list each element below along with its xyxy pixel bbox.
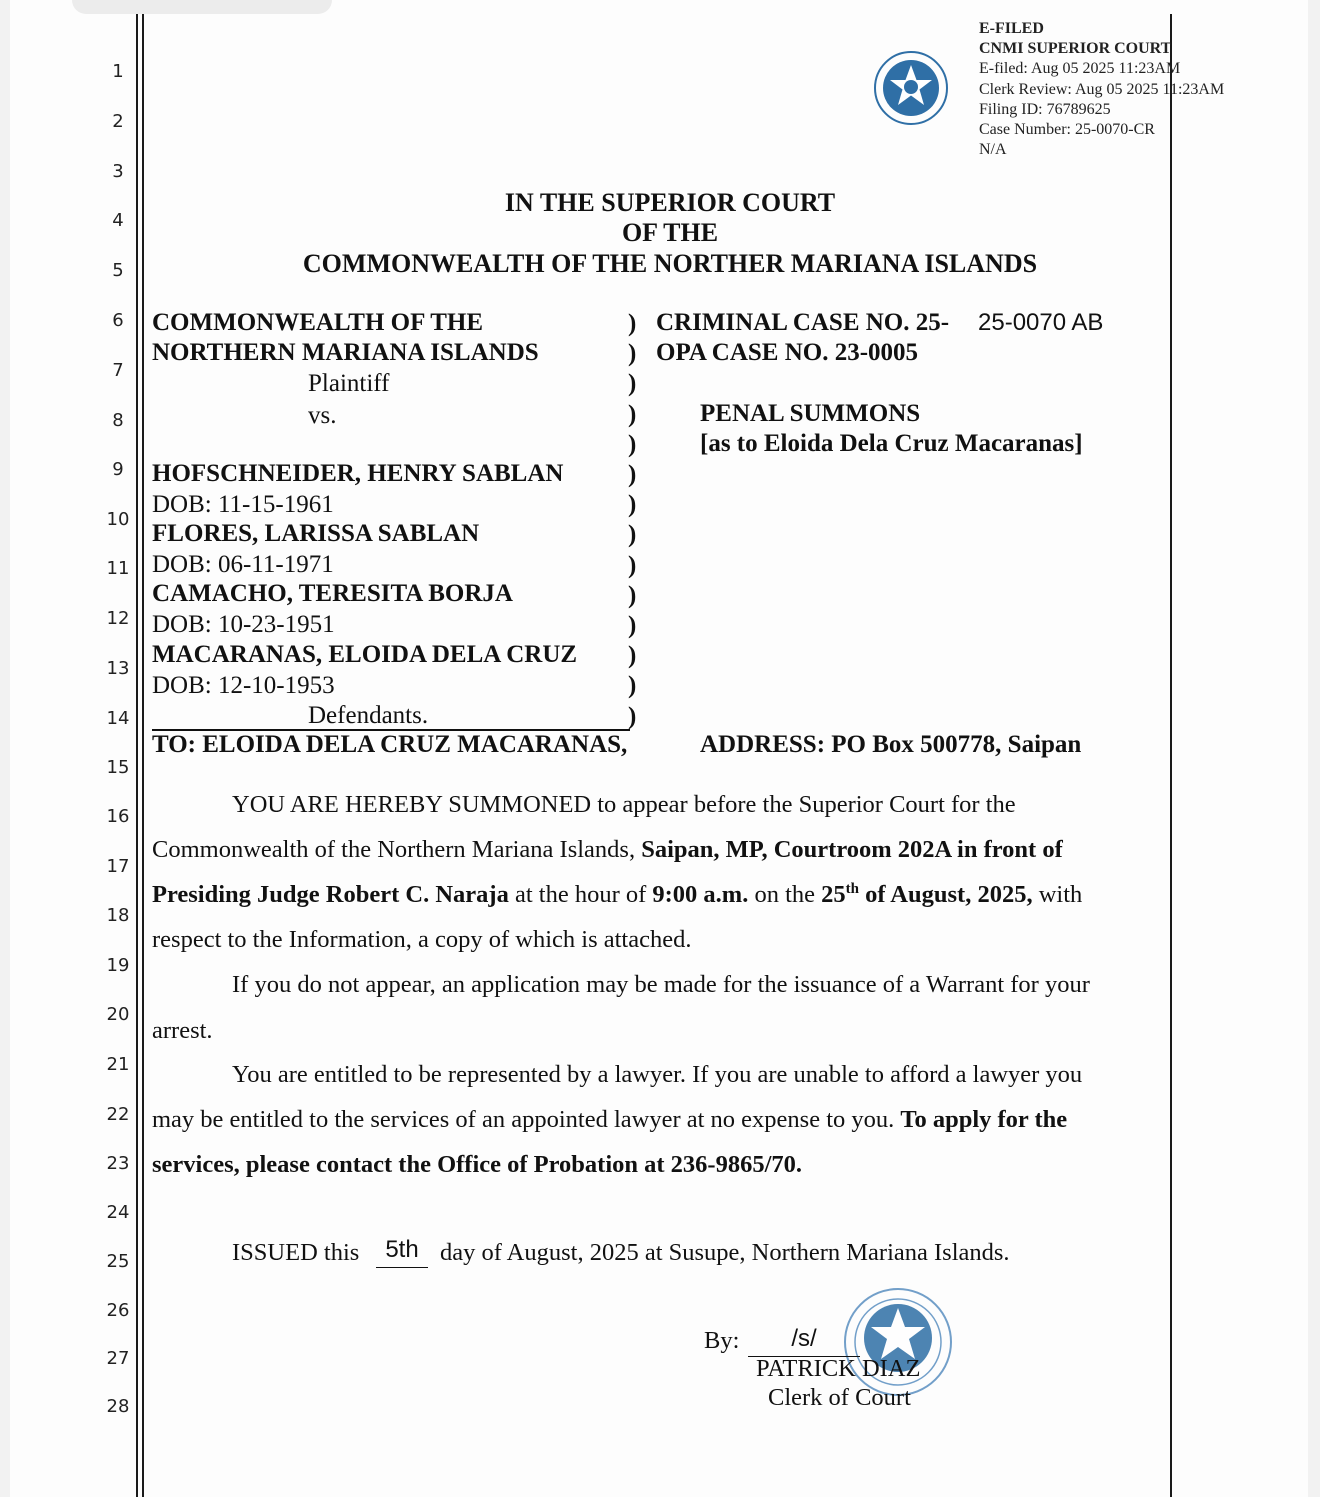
plaintiff-name-line1: COMMONWEALTH OF THE — [152, 309, 484, 336]
summons-text: on the — [748, 881, 822, 909]
summons-paragraph-line: YOU ARE HEREBY SUMMONED to appear before the Superior Court for the — [232, 791, 1016, 818]
line-number: 15 — [106, 757, 130, 778]
judge-name: Presiding Judge Robert C. Naraja — [152, 881, 509, 909]
caption-paren: ) — [628, 340, 637, 368]
hearing-day-suffix: th — [845, 881, 859, 897]
defendant-dob: DOB: 12-10-1953 — [152, 672, 335, 699]
issued-suffix: day of August, 2025 at Susupe, Northern Mariana Islands. — [440, 1239, 1010, 1266]
clerk-review-date: Clerk Review: Aug 05 2025 11:23AM — [979, 80, 1225, 98]
document-subtitle: [as to Eloida Dela Cruz Macaranas] — [700, 430, 1083, 457]
line-number: 24 — [106, 1202, 130, 1223]
line-number: 7 — [112, 360, 124, 381]
lawyer-paragraph-line — [152, 1106, 1067, 1134]
hearing-time: 9:00 a.m. — [652, 881, 749, 909]
caption-paren-column — [628, 309, 636, 732]
efile-court: CNMI SUPERIOR COURT — [979, 40, 1172, 58]
defendant-name: MACARANAS, ELOIDA DELA CRUZ — [152, 641, 578, 668]
line-number: 26 — [106, 1300, 130, 1321]
line-number: 27 — [106, 1348, 130, 1369]
defendant-name: HOFSCHNEIDER, HENRY SABLAN — [152, 460, 564, 487]
recipient-address: ADDRESS: PO Box 500778, Saipan — [700, 731, 1082, 758]
summons-text: with — [1032, 881, 1083, 909]
caption-paren: ) — [628, 430, 637, 458]
warrant-paragraph-line: If you do not appear, an application may be made for the issuance of a Warrant for your — [232, 971, 1090, 998]
caption-paren: ) — [628, 642, 637, 670]
plaintiff-label: Plaintiff — [308, 370, 390, 397]
line-number: 5 — [112, 260, 124, 281]
lawyer-paragraph-line: You are entitled to be represented by a lawyer. If you are unable to afford a lawyer you — [232, 1061, 1083, 1088]
lawyer-apply-text: To apply for the — [900, 1106, 1068, 1133]
caption-paren: ) — [628, 370, 637, 398]
line-number: 9 — [112, 459, 124, 480]
lawyer-text: may be entitled to the services of an appointed lawyer at no expense to you. — [152, 1106, 901, 1133]
line-number: 11 — [106, 558, 130, 579]
caption-paren: ) — [628, 521, 637, 549]
line-number: 28 — [106, 1396, 130, 1417]
court-seal-icon — [872, 49, 950, 127]
caption-paren: ) — [628, 551, 637, 579]
caption-paren: ) — [628, 672, 637, 700]
caption-paren: ) — [628, 612, 637, 640]
defendant-dob: DOB: 10-23-1951 — [152, 611, 335, 638]
efile-stamp — [979, 19, 1224, 160]
right-margin-rule — [1170, 14, 1172, 1497]
hearing-day: 25 — [821, 881, 846, 909]
filing-id: Filing ID: 76789625 — [979, 100, 1111, 118]
document-page — [10, 0, 1308, 1497]
defendant-dob: DOB: 06-11-1971 — [152, 551, 334, 578]
summons-paragraph-line — [152, 881, 1082, 909]
caption-paren: ) — [628, 400, 637, 428]
probation-contact-line: services, please contact the Office of Probation at 236-9865/70. — [152, 1151, 803, 1178]
opa-case-number: OPA CASE NO. 23-0005 — [656, 339, 919, 366]
defendant-dob: DOB: 11-15-1961 — [152, 491, 334, 518]
defendants-label: Defendants. — [308, 702, 429, 729]
line-number: 18 — [106, 905, 130, 926]
line-number: 14 — [106, 708, 130, 729]
left-margin-rule-outer — [136, 14, 138, 1497]
warrant-paragraph-line: arrest. — [152, 1017, 213, 1044]
caption-paren: ) — [628, 461, 637, 489]
document-title: PENAL SUMMONS — [700, 400, 921, 427]
courtroom-location: Saipan, MP, Courtroom 202A in front of — [641, 836, 1063, 863]
efile-header: E-FILED — [979, 20, 1044, 37]
case-number: Case Number: 25-0070-CR — [979, 121, 1155, 139]
line-number: 19 — [106, 955, 130, 976]
viewer-tab-edge — [72, 0, 332, 14]
criminal-case-number: 25-0070 AB — [978, 309, 1104, 336]
defendant-name: CAMACHO, TERESITA BORJA — [152, 580, 513, 607]
line-number: 23 — [106, 1153, 130, 1174]
signature-line: /s/ — [748, 1322, 860, 1357]
criminal-case-label: CRIMINAL CASE NO. 25- — [656, 309, 950, 336]
line-number: 20 — [106, 1004, 130, 1025]
caption-paren: ) — [628, 491, 637, 519]
line-number: 2 — [112, 111, 124, 132]
court-heading-line2: OF THE — [621, 218, 719, 247]
summons-text: Commonwealth of the Northern Mariana Islands, — [152, 836, 642, 863]
caption-paren: ) — [628, 702, 637, 730]
issued-day: 5th — [376, 1233, 428, 1268]
caption-paren: ) — [628, 581, 637, 609]
line-number: 6 — [112, 310, 124, 331]
caption-paren: ) — [628, 310, 637, 337]
line-number: 1 — [112, 61, 124, 82]
efile-na: N/A — [979, 141, 1007, 159]
summons-paragraph-line: respect to the Information, a copy of which is attached. — [152, 926, 692, 953]
line-number: 10 — [106, 509, 130, 530]
line-number: 25 — [106, 1251, 130, 1272]
line-number: 17 — [106, 856, 130, 877]
court-heading-line3: COMMONWEALTH OF THE NORTHER MARIANA ISLANDS — [302, 249, 1038, 278]
issued-prefix: ISSUED this — [232, 1239, 360, 1266]
left-margin-rule-inner — [142, 14, 144, 1497]
summons-paragraph-line — [152, 836, 1063, 864]
line-number: 12 — [106, 608, 130, 629]
line-number: 4 — [112, 210, 124, 231]
line-number: 21 — [106, 1054, 130, 1075]
signature-by-label: By: — [704, 1327, 740, 1354]
hearing-month-year: of August, 2025, — [859, 881, 1033, 909]
line-number: 8 — [112, 410, 124, 431]
plaintiff-name-line2: NORTHERN MARIANA ISLANDS — [152, 339, 539, 366]
clerk-title: Clerk of Court — [768, 1384, 911, 1411]
court-heading-line1: IN THE SUPERIOR COURT — [504, 188, 836, 217]
defendant-name: FLORES, LARISSA SABLAN — [152, 520, 480, 547]
line-number: 13 — [106, 658, 130, 679]
efile-date: E-filed: Aug 05 2025 11:23AM — [979, 60, 1181, 78]
to-recipient: TO: ELOIDA DELA CRUZ MACARANAS, — [152, 731, 628, 758]
clerk-name: PATRICK DIAZ — [756, 1355, 921, 1382]
line-number: 22 — [106, 1104, 130, 1125]
versus-label: vs. — [308, 402, 337, 429]
summons-text: at the hour of — [508, 881, 653, 909]
line-number: 3 — [112, 161, 124, 182]
line-number: 16 — [106, 806, 130, 827]
